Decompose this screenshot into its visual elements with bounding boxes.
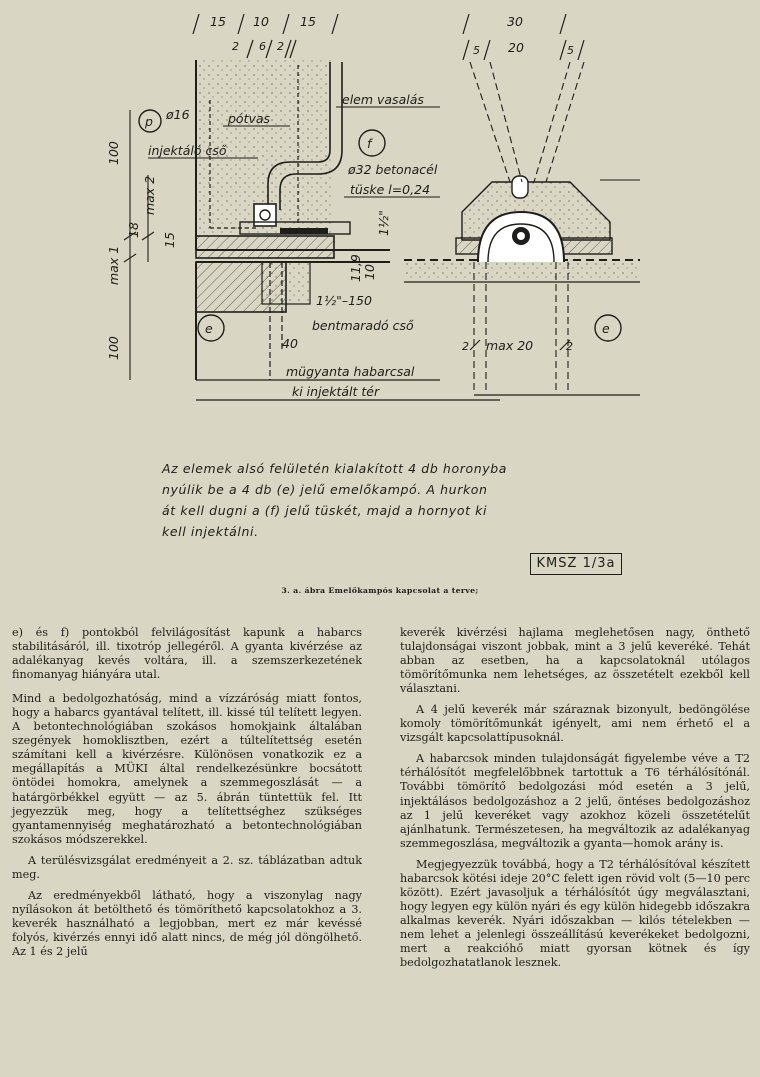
right-paragraph-2: A 4 jelű keverék már száraznak bizonyult, bedöngölése komoly tömörítőmunkát igényelt, ami nem érhető el a vizsgált kapcsolattípusoknál. [400,703,750,745]
dim-top-15a: 15 [210,14,226,29]
right-paragraph-3: A habarcsok minden tulajdonságát figyelembe véve a T2 térhálósítót megfelelőbbnek tartottuk a T6 térhálósítónál. További tömörítő bedolgozási mód esetén a 3 jelű, injektálásos bedolgozáshoz a 2 jelű, öntéses bedolgozáshoz az 1 jelű keveréket vagy azokhoz közeli összetételűt ajánlhatunk. Természetesen, ha megváltozik az adalékanyag szemmegoszlása, megváltozik a gyanta—homok arány is. [400,752,750,850]
drawing-note-line-4: kell injektálni. [162,524,259,539]
dim-top-30: 30 [507,14,523,29]
dim-100-top: 100 [106,141,121,165]
dim-top-2a: 2 [232,40,239,53]
label-injektalo-cso: injektáló cső [148,143,227,158]
drawing-stamp: KMSZ 1/3a [530,553,622,575]
callout-f-circle [359,130,385,156]
label-potvas: pótvas [228,111,271,126]
left-upper-element [196,60,390,258]
drawing-note-line-3: át kell dugni a (f) jelű tüskét, majd a hornyot ki [162,503,488,518]
label-d16: ø16 [166,107,190,122]
dim-18: 18 [126,222,141,238]
label-mugyanta: mügyanta habarcsal [286,364,415,379]
callout-e-left: e [205,321,213,336]
right-paragraph-1: keverék kivérzési hajlama meglehetősen nagy, önthető tulajdonságai viszont jobbak, mint a 3 jelű keveréké. Tehát abban az esetben, ha a kapcsolatoknál utólagos tömörítőmunka nem lehetséges, az összetételt ezekből kell választani. [400,626,750,696]
callout-p: p [145,114,153,129]
dim-top-6: 6 [259,40,266,53]
dim-top-5a: 5 [473,44,480,57]
dim-1-5: 1½" [376,210,391,236]
dim-top-5b: 5 [567,44,574,57]
dim-max1: max 1 [106,245,121,285]
dim-10: 10 [362,264,377,280]
label-elem-vasalas: elem vasalás [342,92,424,107]
figure-caption: 3. a. ábra Emelőkampós kapcsolat a terve; [281,586,479,595]
dim-40: 40 [282,336,298,351]
dim-top-10: 10 [253,14,269,29]
label-bentmarado: bentmaradó cső [312,318,414,333]
label-pipe: 1½"–150 [316,293,372,308]
right-column [400,626,750,977]
dim-top-2b: 2 [277,40,284,53]
left-paragraph-4: Az eredményekből látható, hogy a viszonylag nagy nyílásokon át betölthető és tömöríthető kapcsolatokhoz a 3. keverék használható a legjobban, mert ez már kevéssé folyós, kivérzés ennyi idő alatt nincs, de még jól döngölhető. Az 1 és 2 jelű [12,888,362,958]
technical-drawing [0,0,760,470]
drawing-note-line-2: nyúlik be a 4 db (e) jelű emelőkampó. A hurkon [162,482,488,497]
label-kiinjektalt: ki injektált tér [292,384,380,399]
right-paragraph-4: Megjegyezzük továbbá, hogy a T2 térhálósítóval készített habarcsok kötési ideje 20°C felett igen rövid volt (5—10 perc között). Ezért javasoljuk a térhálósítót úgy megválasztani, hogy legyen egy külön nyári és egy külön hidegebb időszakra alkalmas keverék. Nyári időszakban — kilós tételekben — nem lehet a jelenlegi összeállítású keverékeket bedolgozni, mert a reakcióhő miatt gyorsan kötnek és így bedolgozhatatlanok lesznek. [400,857,750,970]
callout-f: f [367,136,372,151]
dim-top-15b: 15 [300,14,316,29]
dim-11-9: 11,9 [348,254,363,282]
dim-15-vert: 15 [162,232,177,248]
left-paragraph-2: Mind a bedolgozhatóság, mind a vízzáróság miatt fontos, hogy a habarcs gyantával telített, ill. kissé túl telített legyen. A betontechnológiában szokásos homokjaink általában szegények homoklisztben, ezért a túltelítettség esetén számítani kell a kivérzésre. Különösen vonatkozik ez a megállapítás a MÜKI által rendelkezésünkre bocsátott öntödei homokra, amelynek a szemmegoszlását — a határgörbékkel együtt — az 5. ábrán tüntettük fel. Itt jegyezzük meg, hogy a telítettséghez szükséges gyantamennyiség meghatározható a betontechnológiában szokásos módszerekkel. [12,692,362,846]
callout-e-right: e [602,321,610,336]
dim-max2: max 2 [142,175,157,215]
dim-2-right: 2 [566,340,573,353]
dim-2-left: 2 [462,340,469,353]
left-column [12,626,362,966]
dim-100-bottom: 100 [106,336,121,360]
dim-max20: max 20 [486,338,534,353]
label-d32: ø32 betonacél [348,162,438,177]
drawing-note-line-1: Az elemek alsó felületén kialakított 4 db horonyba [162,461,508,476]
label-tuske: tüske l=0,24 [350,182,431,197]
left-paragraph-3: A terülésvizsgálat eredményeit a 2. sz. táblázatban adtuk meg. [12,853,362,881]
left-paragraph-1: e) és f) pontokból felvilágosítást kapunk a habarcs stabilitásáról, ill. tixotróp jellegéről. A gyanta kivérzése az adalékanyag kevés voltára, ill. a szemszerkezetének finomanyag hiányára utal. [12,626,362,682]
dim-top-20: 20 [508,40,524,55]
